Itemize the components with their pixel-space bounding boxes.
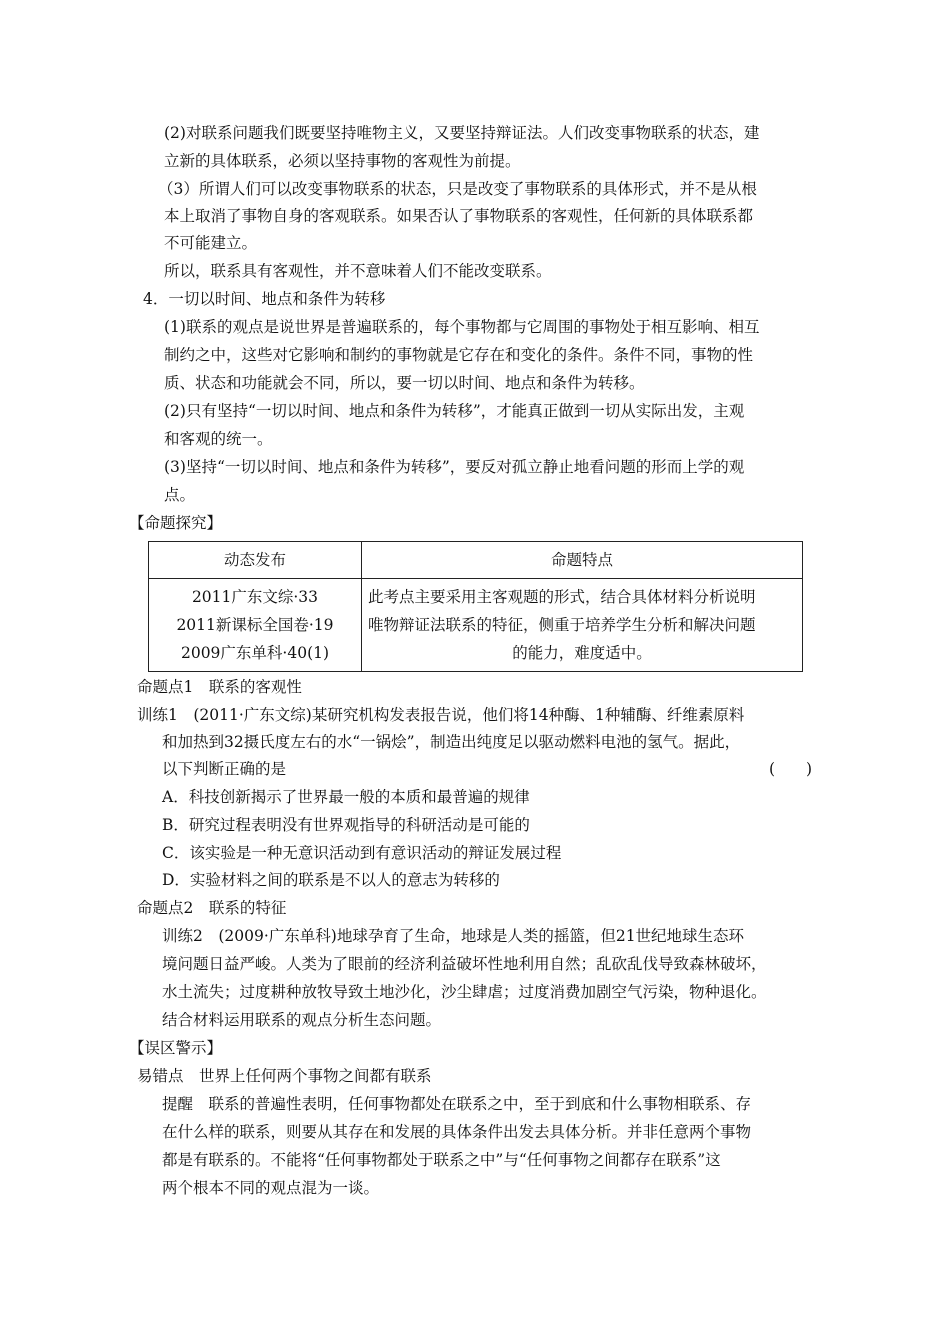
section4-p1-line1: (1)联系的观点是说世界是普遍联系的，每个事物都与它周围的事物处于相互影响、相互 <box>164 318 760 336</box>
warning-point: 易错点 世界上任何两个事物之间都有联系 <box>137 1067 432 1085</box>
conclusion-line: 所以，联系具有客观性，并不意味着人们不能改变联系。 <box>164 262 552 280</box>
probe-feature-line-1: 此考点主要采用主客观题的形式，结合具体材料分析说明 <box>368 588 756 606</box>
option-a: A．科技创新揭示了世界最一般的本质和最普遍的规律 <box>162 788 530 806</box>
probe-source-1: 2011广东文综·33 <box>191 588 319 606</box>
section4-p1-line2: 制约之中，这些对它影响和制约的事物就是它存在和变化的条件。条件不同，事物的性 <box>164 346 754 364</box>
para3-line2: 本上取消了事物自身的客观联系。如果否认了事物联系的客观性，任何新的具体联系都 <box>164 207 754 225</box>
point2-title: 命题点2 联系的特征 <box>137 899 287 917</box>
para3-line1: （3）所谓人们可以改变事物联系的状态，只是改变了事物联系的具体形式，并不是从根 <box>158 180 757 198</box>
section4-p1-line3: 质、状态和功能就会不同，所以，要一切以时间、地点和条件为转移。 <box>164 374 645 392</box>
probe-features-cell <box>362 579 803 672</box>
point1-question-line1: 训练1 (2011·广东文综)某研究机构发表报告说，他们将14种酶、1种辅酶、纤维素原料 <box>137 706 745 724</box>
section4-p3-line1: (3)坚持“一切以时间、地点和条件为转移”，要反对孤立静止地看问题的形而上学的观 <box>164 458 745 476</box>
probe-table <box>148 541 803 672</box>
point1-title: 命题点1 联系的客观性 <box>137 678 302 696</box>
point1-question-line2: 和加热到32摄氏度左右的水“一锅烩”，制造出纯度足以驱动燃料电池的氢气。据此， <box>162 733 741 751</box>
option-b: B．研究过程表明没有世界观指导的科研活动是可能的 <box>162 816 530 834</box>
probe-feature-line-2: 唯物辩证法联系的特征，侧重于培养学生分析和解决问题 <box>368 616 756 634</box>
para3-line3: 不可能建立。 <box>164 234 258 252</box>
section4-p2-line2: 和客观的统一。 <box>164 430 273 448</box>
warning-heading: 【误区警示】 <box>129 1039 223 1057</box>
probe-sources-cell <box>149 579 362 672</box>
probe-heading: 【命题探究】 <box>129 514 223 532</box>
warning-reminder-line2: 在什么样的联系，则要从其存在和发展的具体条件出发去具体分析。并非任意两个事物 <box>162 1123 752 1141</box>
probe-table-row <box>149 579 803 672</box>
section4-p3-line2: 点。 <box>164 486 196 504</box>
point2-question-line3: 水土流失；过度耕种放牧导致土地沙化，沙尘肆虐；过度消费加剧空气污染，物种退化。 <box>162 983 767 1001</box>
probe-source-3: 2009广东单科·40(1) <box>180 644 330 662</box>
option-d: D．实验材料之间的联系是不以人的意志为转移的 <box>162 871 500 889</box>
point1-question-line3: 以下判断正确的是 <box>162 760 287 778</box>
point2-question-line2: 境问题日益严峻。人类为了眼前的经济利益破坏性地利用自然；乱砍乱伐导致森林破坏， <box>162 955 767 973</box>
probe-feature-line-3: 的能力，难度适中。 <box>512 644 652 662</box>
warning-reminder-line1: 提醒 联系的普遍性表明，任何事物都处在联系之中，至于到底和什么事物相联系、存 <box>162 1095 752 1113</box>
warning-reminder-line4: 两个根本不同的观点混为一谈。 <box>162 1179 380 1197</box>
point2-question-line1: 训练2 (2009·广东单科)地球孕育了生命，地球是人类的摇篮，但21世纪地球生态环 <box>162 927 745 945</box>
point2-question-line4: 结合材料运用联系的观点分析生态问题。 <box>162 1011 442 1029</box>
section4-p2-line1: (2)只有坚持“一切以时间、地点和条件为转移”，才能真正做到一切从实际出发，主观 <box>164 402 745 420</box>
probe-source-2: 2011新课标全国卷·19 <box>176 616 334 634</box>
probe-col-dynamic: 动态发布 <box>149 542 362 579</box>
probe-col-features: 命题特点 <box>362 542 803 579</box>
warning-reminder-line3: 都是有联系的。不能将“任何事物都处于联系之中”与“任何事物之间都存在联系”这 <box>162 1151 721 1169</box>
section4-title: 4．一切以时间、地点和条件为转移 <box>143 290 386 308</box>
answer-bracket: ( ) <box>769 760 813 778</box>
para2-line1: (2)对联系问题我们既要坚持唯物主义，又要坚持辩证法。人们改变事物联系的状态，建 <box>164 124 760 142</box>
para2-line2: 立新的具体联系，必须以坚持事物的客观性为前提。 <box>164 152 521 170</box>
probe-table-header-row <box>149 542 803 579</box>
option-c: C．该实验是一种无意识活动到有意识活动的辩证发展过程 <box>162 844 562 862</box>
